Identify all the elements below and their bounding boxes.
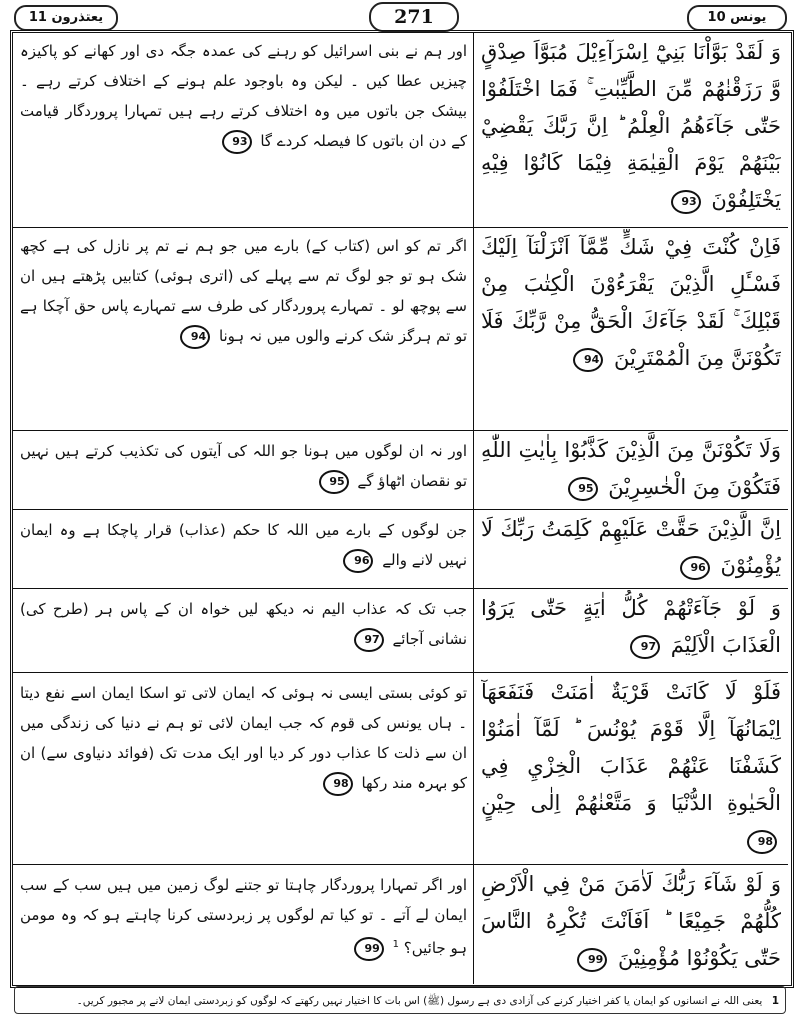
urdu-text: اور ہم نے بنی اسرائیل کو رہنے کی عمدہ جگہ دی اور کھانے کو پاکیزہ چیزیں عطا کیں ۔ لیکن وہ باوجود علم ہونے کے اختلاف کرتے رہے ۔ بیشک جن باتوں میں وہ اختلاف کرتے رہے ہیں تمہارا پروردگار قیامت کے دن ان باتوں کا فیصلہ کردے گا: [20, 42, 467, 150]
verse-number-marker: 98: [747, 830, 777, 854]
arabic-text: وَلَا تَكُوْنَنَّ مِنَ الَّذِيْنَ كَذَّبُوْا بِاٰيٰتِ اللّٰهِ فَتَكُوْنَ مِنَ الْخٰسِرِيْنَ: [481, 438, 781, 499]
verse-translation: [20, 870, 467, 978]
arabic-text: وَ لَقَدْ بَوَّاْنَا بَنِيْٓ اِسْرَآءِيْلَ مُبَوَّاَ صِدْقٍ وَّ رَزَقْنٰهُمْ مِّنَ الطَّيِّبٰتِ ۚ فَمَا اخْتَلَفُوْا حَتّٰى جَآءَهُمُ الْعِلْمُ ؕ اِنَّ رَبَّكَ يَقْضِيْ بَيْنَهُمْ يَوْمَ الْقِيٰمَةِ فِيْمَا كَانُوْا فِيْهِ يَخْتَلِفُوْنَ: [481, 40, 781, 212]
footnote-reference: 1: [392, 939, 399, 950]
verse-translation: [20, 515, 467, 587]
column-divider: [473, 32, 474, 984]
urdu-text: جن لوگوں کے بارے میں اللہ کا حکم (عذاب) قرار پاچکا ہے وہ ایمان نہیں لانے والے: [20, 521, 467, 569]
verse-divider: [12, 227, 788, 228]
arabic-text: فَلَوْ لَا كَانَتْ قَرْيَةٌ اٰمَنَتْ فَنَفَعَهَآ اِيْمَانُهَآ اِلَّا قَوْمَ يُوْنُسَ ؕ لَمَّآ اٰمَنُوْا كَشَفْنَا عَنْهُمْ عَذَابَ الْخِزْيِ فِي الْحَيٰوةِ الدُّنْيَا وَ مَتَّعْنٰهُمْ اِلٰى حِيْنٍ: [481, 680, 781, 815]
verse-number-marker: 93: [222, 130, 252, 154]
verse-number-marker: 96: [343, 549, 373, 573]
verse-divider: [12, 588, 788, 589]
verse-number-marker: 99: [354, 937, 384, 961]
verse-divider: [12, 430, 788, 431]
verse-divider: [12, 509, 788, 510]
verse-number-marker: 97: [354, 628, 384, 652]
arabic-text: اِنَّ الَّذِيْنَ حَقَّتْ عَلَيْهِمْ كَلِمَتُ رَبِّكَ لَا يُؤْمِنُوْنَ: [481, 517, 781, 578]
footnote-text: یعنی اللہ نے انسانوں کو ایمان یا کفر اختیار کرنے کی آزادی دی ہے رسول (ﷺ) اس بات کا اختیار نہیں رکھتے کہ لوگوں کو زبردستی ایمان لانے پر مجبور کریں۔: [76, 995, 763, 1007]
verse-translation: [20, 36, 467, 226]
verse-arabic: [481, 229, 781, 429]
verse-divider: [12, 672, 788, 673]
page-header: [10, 2, 791, 30]
verse-number-marker: 93: [671, 190, 701, 214]
verse-number-marker: 98: [323, 772, 353, 796]
footnote-marker: 1: [771, 995, 779, 1007]
verse-arabic: [481, 590, 781, 671]
verse-divider: [12, 864, 788, 865]
verse-number-marker: 94: [573, 348, 603, 372]
verse-translation: [20, 594, 467, 671]
verse-translation: [20, 436, 467, 508]
verse-arabic: [481, 34, 781, 226]
verse-translation: [20, 231, 467, 429]
urdu-text: تو کوئی بستی ایسی نہ ہوئی کہ ایمان لاتی تو اسکا ایمان اسے نفع دیتا ۔ ہاں یونس کی قوم کہ جب ایمان لائی تو ہم نے دنیا کی زندگی میں ان سے ذلت کا عذاب دور کر دیا اور ایک مدت تک (فوائد دنیاوی سے) ان کو بہرہ مند رکھا: [20, 684, 467, 792]
urdu-text: اور اگر تمہارا پروردگار چاہتا تو جتنے لوگ زمین میں ہیں سب کے سب ایمان لے آتے ۔ تو کیا تم لوگوں پر زبردستی کرنا چاہتے ہو کہ وہ مومن ہو جائیں؟: [20, 876, 467, 957]
verse-translation: [20, 678, 467, 863]
verse-number-marker: 99: [577, 948, 607, 972]
urdu-text: اور نہ ان لوگوں میں ہونا جو اللہ کی آیتوں کی تکذیب کرتے ہیں نہیں تو نقصان اٹھاؤ گے: [20, 442, 467, 490]
juz-label: یعتذرون 11: [14, 5, 118, 31]
urdu-text: جب تک کہ عذاب الیم نہ دیکھ لیں خواہ ان کے پاس ہر (طرح کی) نشانی آجائے: [20, 600, 467, 648]
footnote: [14, 986, 786, 1014]
verse-arabic: [481, 674, 781, 863]
verse-arabic: [481, 432, 781, 508]
verse-number-marker: 95: [319, 470, 349, 494]
verse-number-marker: 96: [680, 556, 710, 580]
verse-number-marker: 94: [180, 325, 210, 349]
arabic-text: وَ لَوْ شَآءَ رَبُّكَ لَاٰمَنَ مَنْ فِي الْاَرْضِ كُلُّهُمْ جَمِيْعًا ؕ اَفَاَنْتَ تُكْرِهُ النَّاسَ حَتّٰى يَكُوْنُوْا مُؤْمِنِيْنَ: [481, 872, 781, 970]
verse-number-marker: 97: [630, 635, 660, 659]
arabic-text: فَاِنْ كُنْتَ فِيْ شَكٍّ مِّمَّآ اَنْزَلْنَآ اِلَيْكَ فَسْـَٔلِ الَّذِيْنَ يَقْرَءُوْنَ الْكِتٰبَ مِنْ قَبْلِكَ ۚ لَقَدْ جَآءَكَ الْحَقُّ مِنْ رَّبِّكَ فَلَا تَكُوْنَنَّ مِنَ الْمُمْتَرِيْنَ: [481, 235, 781, 370]
urdu-text: اگر تم کو اس (کتاب کے) بارے میں جو ہم نے تم پر نازل کی ہے کچھ شک ہو تو جو لوگ تم سے پہلے کی (اتری ہوئی) کتابیں پڑھتے ہیں ان سے پوچھ لو ۔ تمہارے پروردگار کی طرف سے تمہارے پاس حق آچکا ہے تو تم ہرگز شک کرنے والوں میں نہ ہونا: [20, 237, 467, 345]
verse-number-marker: 95: [568, 477, 598, 501]
verse-arabic: [481, 866, 781, 978]
page-number: 271: [369, 2, 459, 32]
arabic-text: وَ لَوْ جَآءَتْهُمْ كُلُّ اٰيَةٍ حَتّٰى يَرَوُا الْعَذَابَ الْاَلِيْمَ: [481, 596, 781, 657]
surah-label: یونس 10: [687, 5, 787, 31]
verse-arabic: [481, 511, 781, 587]
